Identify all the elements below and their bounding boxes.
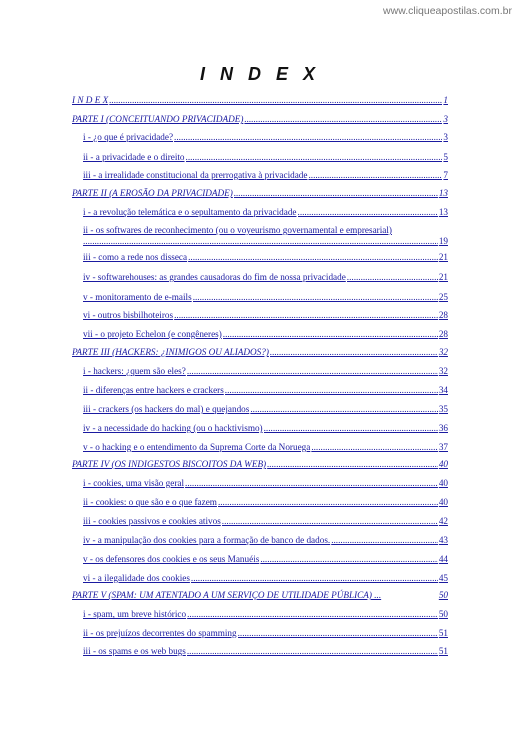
dot-leader — [298, 207, 438, 218]
toc-entry[interactable] — [72, 628, 448, 639]
toc-page-number: 13 — [438, 188, 448, 198]
toc-entry-title: vii - o projeto Echelon (e congêneres) — [83, 329, 222, 339]
toc-entry-title: v - os defensores dos cookies e os seus Manuéis — [83, 554, 260, 564]
toc-entry[interactable] — [72, 646, 448, 657]
dot-leader — [308, 170, 442, 181]
toc-page-number: 3 — [443, 114, 448, 124]
dot-leader — [347, 272, 438, 283]
toc-page-number: 7 — [443, 170, 448, 180]
toc-entry-title: ii - os prejuízos decorrentes do spamming — [83, 628, 237, 638]
dot-leader — [311, 442, 437, 453]
toc-entry[interactable] — [72, 459, 448, 470]
toc-entry[interactable] — [72, 188, 448, 199]
dot-leader — [83, 236, 438, 247]
toc-page-number: 42 — [438, 516, 448, 526]
dot-leader — [188, 252, 438, 263]
toc-entry[interactable] — [72, 132, 448, 143]
dot-leader — [174, 132, 442, 143]
dot-leader — [267, 459, 438, 470]
toc-entry-title: iv - softwarehouses: as grandes causadoras do fim de nossa privacidade — [83, 272, 346, 282]
dot-leader — [264, 423, 438, 434]
toc-entry[interactable] — [72, 442, 448, 453]
toc-entry-title: iv - a manipulação dos cookies para a formação de banco de dados. — [83, 535, 331, 545]
toc-entry[interactable] — [72, 347, 448, 358]
toc-entry-title: I N D E X — [72, 95, 109, 105]
dot-leader — [222, 516, 438, 527]
page-title: I N D E X — [199, 64, 320, 84]
toc-page-number: 13 — [438, 207, 448, 217]
toc-entry-title: ii - cookies: o que são e o que fazem — [83, 497, 217, 507]
toc-page-number: 19 — [438, 236, 448, 246]
toc-page-number: 1 — [443, 95, 448, 105]
toc-page-number: 51 — [438, 628, 448, 638]
toc-entry-title: ii - os softwares de reconhecimento (ou o voyeurismo governamental e empresarial) — [83, 225, 392, 235]
dot-leader — [223, 329, 438, 340]
toc-page-number: 28 — [438, 310, 448, 320]
dot-leader — [187, 609, 438, 620]
dot-leader — [191, 573, 438, 584]
toc-page-number: 51 — [438, 646, 448, 656]
toc-page-number: 34 — [438, 385, 448, 395]
toc-entry[interactable] — [72, 554, 448, 565]
dot-leader — [238, 628, 438, 639]
toc-entry-title: i - ¿o que é privacidade? — [83, 132, 174, 142]
toc-entry-title: iii - os spams e os web bugs — [83, 646, 186, 656]
toc-page-number: 35 — [438, 404, 448, 414]
dot-leader — [250, 404, 437, 415]
dot-leader — [193, 292, 438, 303]
toc-page-number: 45 — [438, 573, 448, 583]
toc-page-number: 40 — [438, 497, 448, 507]
toc-entry[interactable] — [72, 385, 448, 396]
toc-entry-title: iii - como a rede nos disseca — [83, 252, 188, 262]
dot-leader — [234, 188, 438, 199]
toc-entry[interactable] — [72, 535, 448, 546]
toc-entry-title: PARTE V (SPAM: UM ATENTADO A UM SERVIÇO DE UTILIDADE PÚBLICA) ... — [72, 590, 382, 600]
toc-entry[interactable] — [72, 609, 448, 620]
toc-entry-title: ii - a privacidade e o direito — [83, 152, 185, 162]
toc-page-number: 44 — [438, 554, 448, 564]
toc-page-number: 43 — [438, 535, 448, 545]
dot-leader — [270, 347, 438, 358]
toc-entry[interactable] — [72, 478, 448, 489]
toc-entry[interactable] — [72, 573, 448, 584]
toc-entry[interactable] — [72, 292, 448, 303]
dot-leader — [244, 114, 442, 125]
toc-entry[interactable] — [72, 170, 448, 181]
toc-page-number: 32 — [438, 366, 448, 376]
toc-page-number: 21 — [438, 272, 448, 282]
dot-leader — [174, 310, 438, 321]
toc-page-number: 40 — [438, 459, 448, 469]
toc-entry[interactable] — [72, 497, 448, 508]
toc-page-number: 36 — [438, 423, 448, 433]
toc-entry-title: PARTE I (CONCEITUANDO PRIVACIDADE) — [72, 114, 244, 124]
toc-page-number: 32 — [438, 347, 448, 357]
toc-entry[interactable] — [72, 272, 448, 283]
toc-entry-title: iii - crackers (os hackers do mal) e quejandos — [83, 404, 250, 414]
toc-page-number: 50 — [438, 590, 448, 600]
toc-entry-title: PARTE III (HACKERS: ¿INIMIGOS OU ALIADOS?) — [72, 347, 269, 357]
toc-entry-title: i - spam, um breve histórico — [83, 609, 187, 619]
dot-leader — [187, 646, 438, 657]
dot-leader — [186, 152, 443, 163]
dot-leader — [218, 497, 438, 508]
toc-page-number: 21 — [438, 252, 448, 262]
toc-entry-title: v - monitoramento de e-mails — [83, 292, 192, 302]
toc-entry[interactable] — [72, 590, 448, 601]
toc-entry-title: PARTE II (A EROSÃO DA PRIVACIDADE) — [72, 188, 233, 198]
dot-leader — [260, 554, 437, 565]
toc-entry-title: i - a revolução telemática e o sepultamento da privacidade — [83, 207, 297, 217]
toc-page-number: 40 — [438, 478, 448, 488]
toc-entry[interactable] — [72, 366, 448, 377]
toc-entry[interactable] — [72, 252, 448, 263]
toc-entry[interactable] — [72, 225, 448, 247]
toc-entry[interactable] — [72, 114, 448, 125]
toc-entry-title: vi - outros bisbilhoteiros — [83, 310, 174, 320]
toc-page-number: 25 — [438, 292, 448, 302]
dot-leader — [185, 478, 438, 489]
toc-entry[interactable] — [72, 516, 448, 527]
dot-leader — [225, 385, 438, 396]
dot-leader — [331, 535, 438, 546]
toc-entry[interactable] — [72, 95, 448, 106]
toc-entry-title: i - hackers: ¿quem são eles? — [83, 366, 186, 376]
toc-entry-title: vi - a ilegalidade dos cookies — [83, 573, 190, 583]
toc-page-number: 28 — [438, 329, 448, 339]
toc-entry-title: iii - cookies passivos e cookies ativos — [83, 516, 221, 526]
toc-entry-title: ii - diferenças entre hackers e crackers — [83, 385, 224, 395]
dot-leader — [187, 366, 438, 377]
dot-leader — [109, 95, 442, 106]
toc-page-number: 3 — [443, 132, 448, 142]
toc-entry[interactable] — [72, 310, 448, 321]
toc-entry[interactable] — [72, 152, 448, 163]
toc-page-number: 50 — [438, 609, 448, 619]
toc-entry[interactable] — [72, 404, 448, 415]
toc-page-number: 5 — [443, 152, 448, 162]
toc-entry-title: v - o hacking e o entendimento da Suprema Corte da Noruega — [83, 442, 311, 452]
toc-entry-title: iii - a irrealidade constitucional da prerrogativa à privacidade — [83, 170, 308, 180]
toc-entry[interactable] — [72, 207, 448, 218]
toc-entry[interactable] — [72, 423, 448, 434]
toc-entry-title: i - cookies, uma visão geral — [83, 478, 185, 488]
toc-entry-title: PARTE IV (OS INDIGESTOS BISCOITOS DA WEB) — [72, 459, 267, 469]
toc-entry-title: iv - a necessidade do hacking (ou o hacktivismo) — [83, 423, 263, 433]
toc-page-number: 37 — [438, 442, 448, 452]
toc-entry[interactable] — [72, 329, 448, 340]
watermark: www.cliqueapostilas.com.br — [383, 5, 512, 17]
